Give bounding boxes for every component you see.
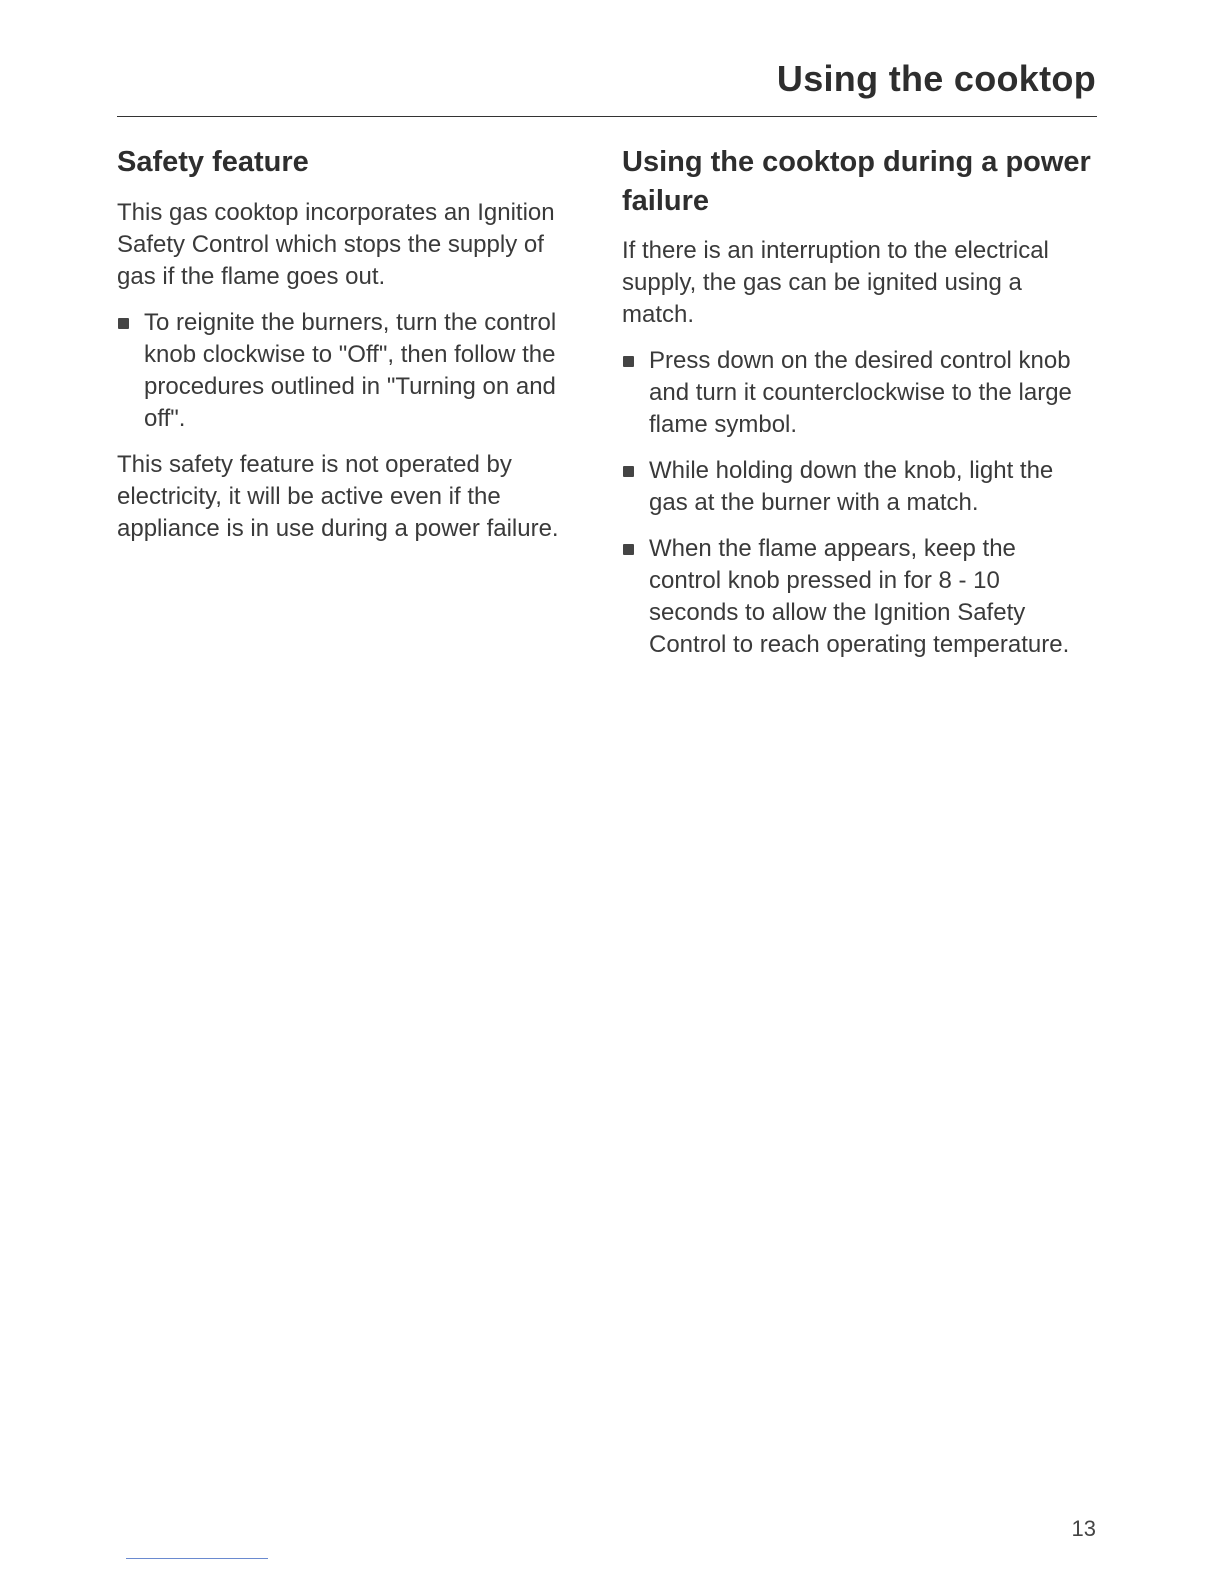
left-column [117,140,587,559]
list-item [622,345,1092,441]
power-failure-bullet-list [622,345,1092,661]
power-failure-heading: Using the cooktop during a power failure [622,146,1091,217]
square-bullet-icon [623,544,634,555]
page-number: 13 [1071,1516,1096,1541]
square-bullet-icon [623,356,634,367]
list-item [622,455,1092,519]
list-item [622,533,1092,661]
list-item [117,307,587,435]
square-bullet-icon [623,466,634,477]
power-failure-intro: If there is an interruption to the electrical supply, the gas can be ignited using a match. [622,237,1049,328]
list-item-text: Press down on the desired control knob and turn it counterclockwise to the large flame symbol. [649,347,1072,438]
list-item-text: While holding down the knob, light the gas at the burner with a match. [649,457,1054,516]
header-divider [117,116,1097,117]
square-bullet-icon [118,318,129,329]
footer-divider [126,1558,268,1559]
page-header-title: Using the cooktop [776,58,1096,99]
safety-feature-heading: Safety feature [117,146,309,178]
safety-feature-bullet-list [117,307,587,435]
list-item-text: To reignite the burners, turn the control knob clockwise to "Off", then follow the procedures outlined in "Turning on and off". [144,309,557,432]
safety-feature-closing: This safety feature is not operated by electricity, it will be active even if the appliance is in use during a power failure. [117,451,559,542]
safety-feature-intro: This gas cooktop incorporates an Ignition Safety Control which stops the supply of gas if the flame goes out. [117,199,555,290]
right-column [622,140,1092,675]
list-item-text: When the flame appears, keep the control knob pressed in for 8 - 10 seconds to allow the Ignition Safety Control to reach operating temperature. [649,535,1070,658]
